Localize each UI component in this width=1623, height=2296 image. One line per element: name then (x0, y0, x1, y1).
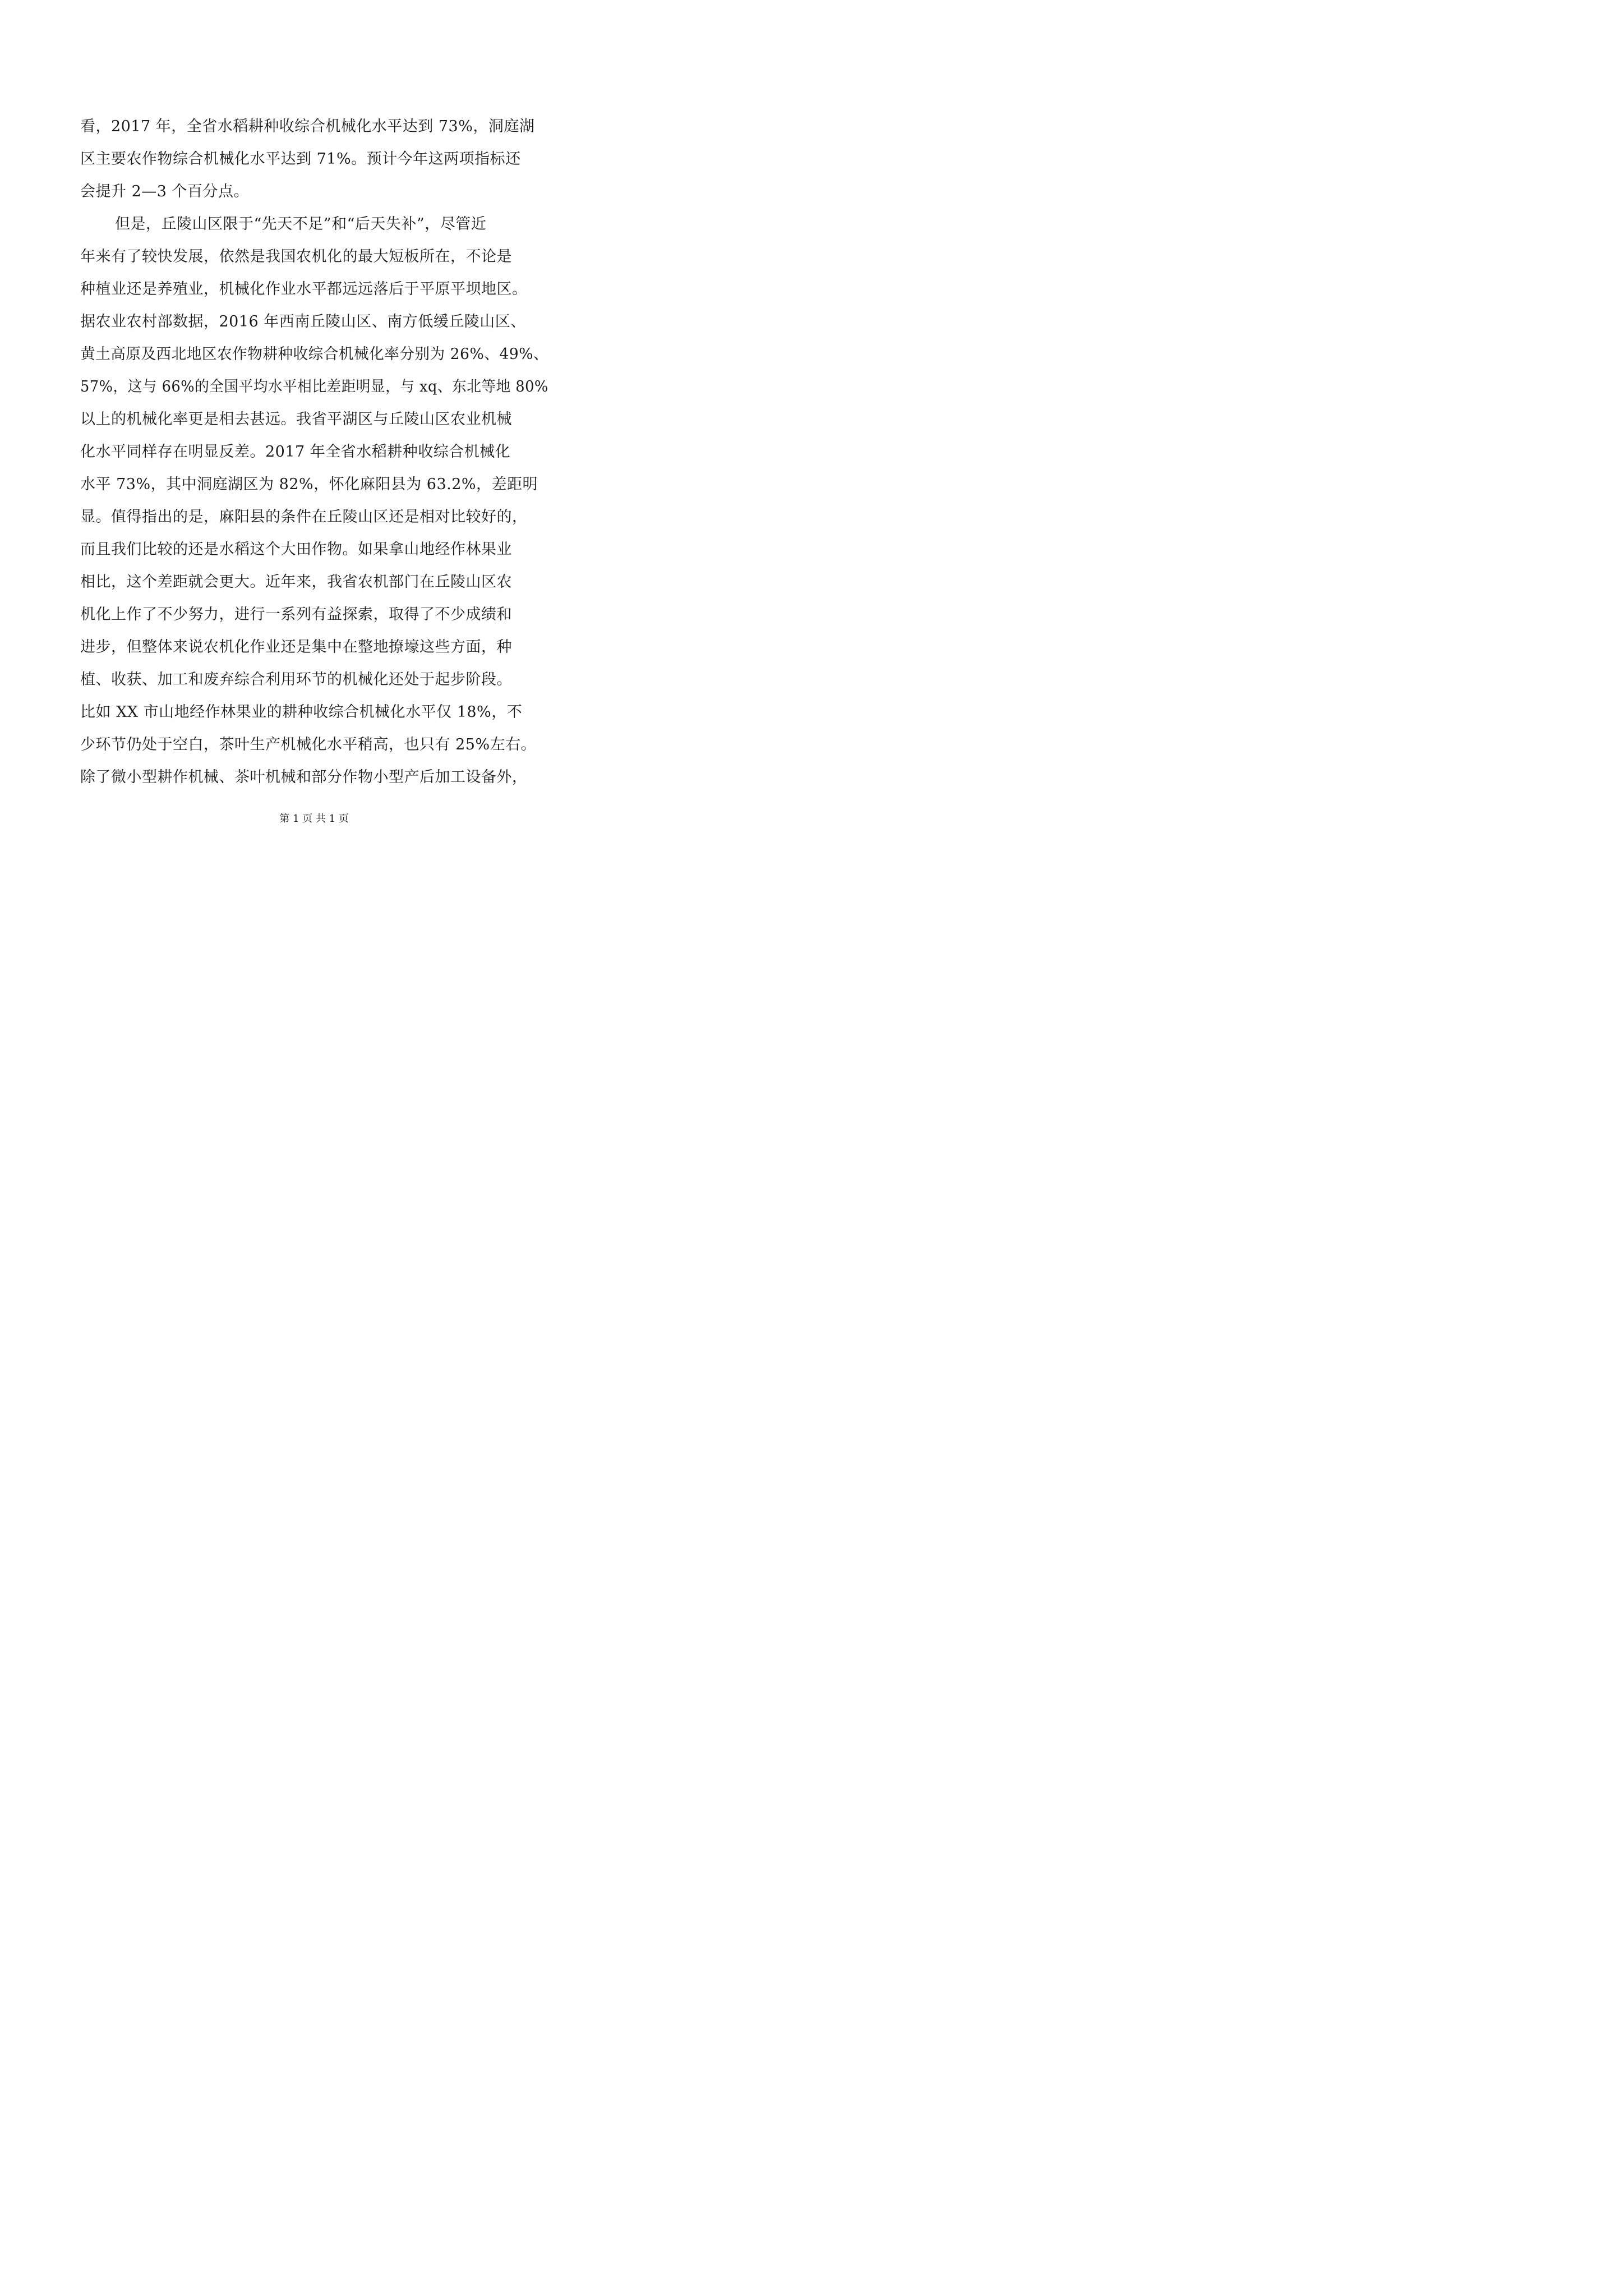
body-line: 以上的机械化率更是相去甚远。我省平湖区与丘陵山区农业机械 (80, 411, 512, 428)
body-line: 57%，这与 66%的全国平均水平相比差距明显，与 xq、东北等地 80% (80, 378, 548, 395)
body-line: 而且我们比较的还是水稻这个大田作物。如果拿山地经作林果业 (80, 541, 512, 558)
body-line: 会提升 2—3 个百分点。 (80, 183, 250, 200)
body-line: 化水平同样存在明显反差。2017 年全省水稻耕种收综合机械化 (80, 443, 511, 461)
body-line: 种植业还是养殖业，机械化作业水平都远远落后于平原平坝地区。 (80, 280, 528, 298)
body-line: 除了微小型耕作机械、茶叶机械和部分作物小型产后加工设备外， (80, 769, 528, 786)
body-line: 黄土高原及西北地区农作物耕种收综合机械化率分别为 26%、49%、 (80, 346, 549, 363)
body-line: 机化上作了不少努力，进行一系列有益探索，取得了不少成绩和 (80, 606, 512, 623)
body-line: 植、收获、加工和废弃综合利用环节的机械化还处于起步阶段。 (80, 671, 512, 688)
page-number-label: 第 1 页 共 1 页 (279, 813, 349, 825)
page-footer (0, 811, 628, 825)
body-line: 区主要农作物综合机械化水平达到 71%。预计今年这两项指标还 (80, 150, 521, 168)
document-page (0, 0, 628, 889)
body-line: 进步，但整体来说农机化作业还是集中在整地撩壕这些方面，种 (80, 638, 512, 656)
body-line: 水平 73%，其中洞庭湖区为 82%，怀化麻阳县为 63.2%，差距明 (80, 476, 538, 493)
paragraph-start-line: 但是，丘陵山区限于“先天不足”和“后天失补”，尽管近 (115, 215, 487, 233)
body-line: 据农业农村部数据，2016 年西南丘陵山区、南方低缓丘陵山区、 (80, 313, 526, 330)
body-line: 少环节仍处于空白，茶叶生产机械化水平稍高，也只有 25%左右。 (80, 736, 537, 753)
body-line: 相比，这个差距就会更大。近年来，我省农机部门在丘陵山区农 (80, 573, 512, 591)
body-line: 看，2017 年，全省水稻耕种收综合机械化水平达到 73%，洞庭湖 (80, 118, 535, 135)
body-line: 显。值得指出的是，麻阳县的条件在丘陵山区还是相对比较好的， (80, 508, 528, 526)
body-line: 年来有了较快发展，依然是我国农机化的最大短板所在，不论是 (80, 248, 512, 265)
body-line: 比如 XX 市山地经作林果业的耕种收综合机械化水平仅 18%，不 (80, 703, 523, 721)
